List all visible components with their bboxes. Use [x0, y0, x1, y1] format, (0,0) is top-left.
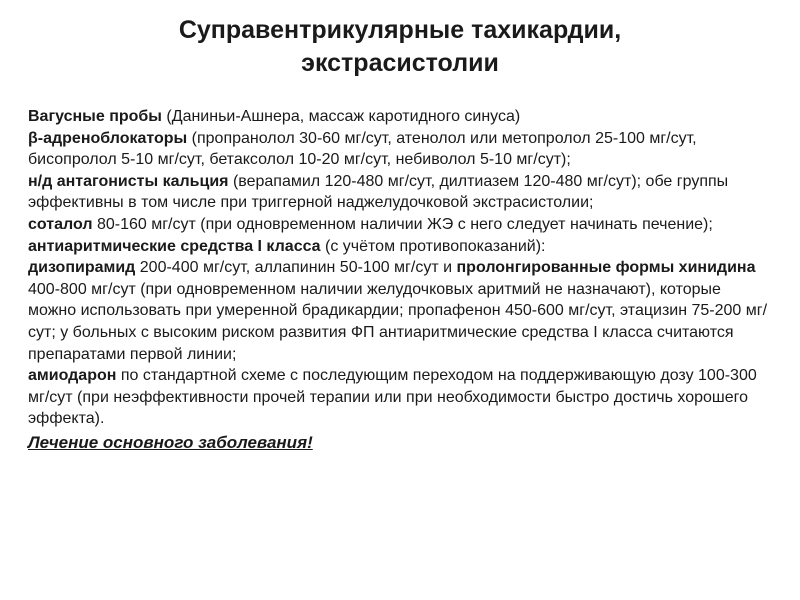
paragraph-amiodarone — [28, 365, 772, 430]
text-amiodarone: по стандартной схеме с последующим переходом на поддерживающую дозу 100-300 мг/сут (при неэффективности прочей терапии или при необходимости быстро достичь хорошего эффекта). — [28, 367, 757, 428]
page-title-line-1: Суправентрикулярные тахикардии, — [178, 16, 622, 44]
term-sotalol: соталол — [28, 215, 93, 233]
text-class-1-antiarrhythmics: (с учётом противопоказаний): — [320, 237, 546, 255]
term-amiodarone: амиодарон — [28, 367, 117, 385]
paragraph-calcium-antagonists — [28, 171, 772, 214]
text-disopyramide-1: 200-400 мг/сут, аллапинин 50-100 мг/сут и — [135, 259, 457, 277]
paragraph-disopyramide — [28, 257, 772, 365]
paragraph-class-1-antiarrhythmics — [28, 236, 772, 258]
text-beta-blockers: (пропранолол 30-60 мг/сут, атенолол или метопролол 25-100 мг/сут, бисопролол 5-10 мг/сут, бетаксолол 10-20 мг/сут, небиволол 5-10 мг/сут); — [28, 129, 697, 169]
footer-underlying-disease: Лечение основного заболевания! — [28, 432, 313, 452]
term-prolonged-quinidine: пролонгированные формы хинидина — [456, 259, 756, 277]
paragraph-sotalol — [28, 214, 772, 236]
text-sotalol: 80-160 мг/сут (при одновременном наличии ЖЭ с него следует начинать печение); — [92, 215, 713, 233]
slide-body — [28, 106, 772, 454]
paragraph-vagal-tests — [28, 106, 772, 128]
term-calcium-antagonists: н/д антагонисты кальция — [28, 172, 229, 190]
term-disopyramide: дизопирамид — [28, 259, 136, 277]
text-vagal-tests: (Даниньи-Ашнера, массаж каротидного синуса) — [161, 108, 521, 125]
text-disopyramide-2: 400-800 мг/сут (при одновременном наличии желудочковых аритмий не назначают), которые можно использовать при умеренной брадикардии; пропафенон 450-600 мг/сут, этацизин 75-200 мг/сут; у больных с высоким риском развития ФП антиаритмические средства I класса считаются препаратами первой линии; — [28, 280, 768, 363]
paragraph-beta-blockers — [28, 128, 772, 171]
page-title — [28, 0, 772, 80]
term-vagal-tests: Вагусные пробы — [28, 108, 162, 125]
page-title-line-2: экстрасистолии — [301, 49, 499, 77]
term-class-1-antiarrhythmics: антиаритмические средства I класса — [28, 237, 321, 255]
text-calcium-antagonists: (верапамил 120-480 мг/сут, дилтиазем 120-480 мг/сут); обе группы эффективны в том числе при триггерной наджелудочковой экстрасистолии; — [28, 172, 729, 212]
term-beta-blockers: β-адреноблокаторы — [28, 129, 188, 147]
